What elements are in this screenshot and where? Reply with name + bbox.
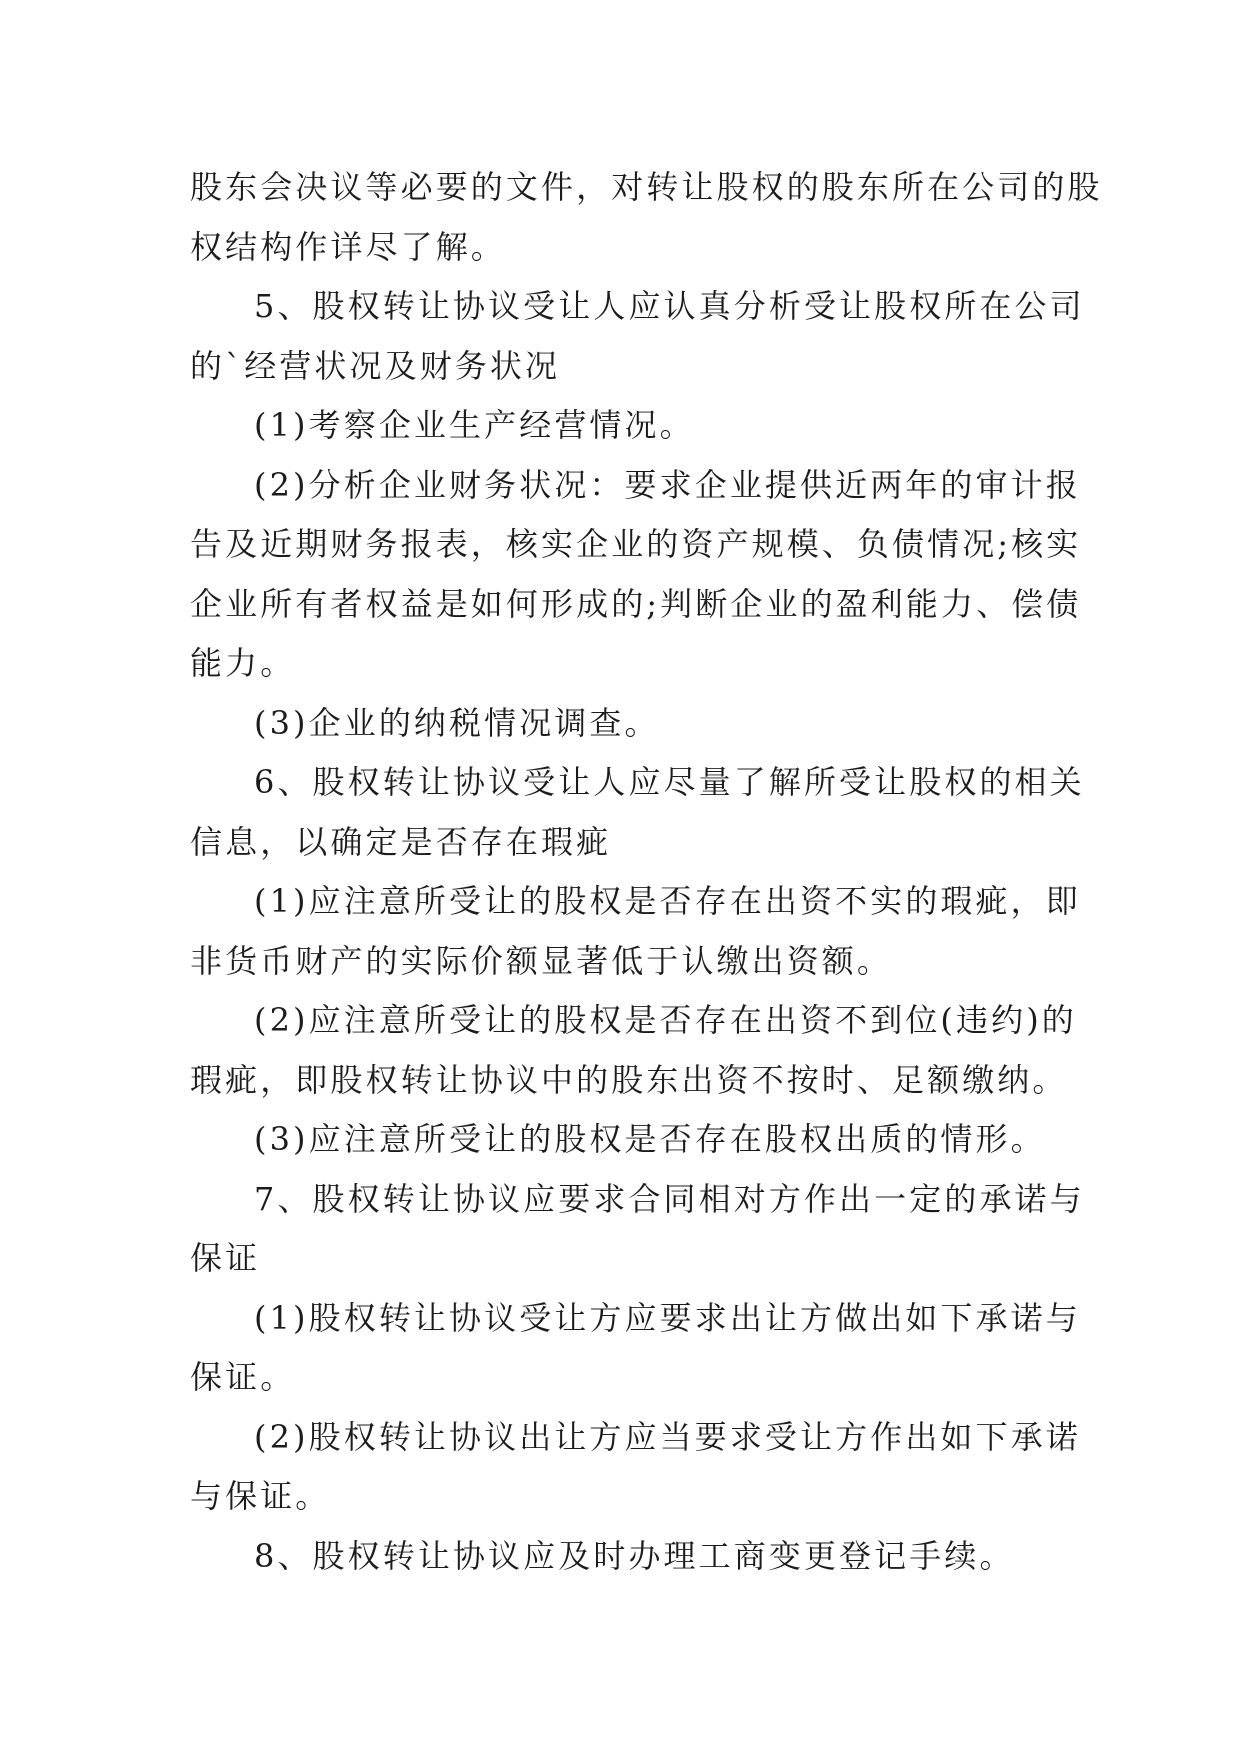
text-line: 7、股权转让协议应要求合同相对方作出一定的承诺与 xyxy=(254,1179,1085,1218)
text-line: (1)考察企业生产经营情况。 xyxy=(254,406,695,444)
text-line: 信息，以确定是否存在瑕疵 xyxy=(190,822,612,861)
text-line: 保证。 xyxy=(190,1358,296,1396)
text-line: 非货币财产的实际价额显著低于认缴出资额。 xyxy=(190,941,893,980)
text-line: (2)应注意所受让的股权是否存在出资不到位(违约)的 xyxy=(254,1001,1077,1039)
text-line: 6、股权转让协议受让人应尽量了解所受让股权的相关 xyxy=(254,763,1085,801)
text-line: (1)应注意所受让的股权是否存在出资不实的瑕疵，即 xyxy=(254,882,1081,920)
text-line: (2)分析企业财务状况：要求企业提供近两年的审计报 xyxy=(254,465,1081,504)
text-line: (3)企业的纳税情况调查。 xyxy=(254,703,660,742)
text-line: 瑕疵，即股权转让协议中的股东出资不按时、足额缴纳。 xyxy=(190,1060,1068,1099)
text-line: 的`经营状况及财务状况 xyxy=(190,346,561,385)
text-line: 能力。 xyxy=(190,644,296,682)
text-line: (2)股权转让协议出让方应当要求受让方作出如下承诺 xyxy=(254,1417,1081,1456)
document-body xyxy=(190,158,1103,1586)
text-line: 企业所有者权益是如何形成的;判断企业的盈利能力、偿债 xyxy=(190,584,1082,623)
text-line: 5、股权转让协议受让人应认真分析受让股权所在公司 xyxy=(254,287,1085,325)
text-line: 与保证。 xyxy=(190,1477,331,1515)
text-line: 告及近期财务报表，核实企业的资产规模、负债情况;核实 xyxy=(190,525,1082,563)
text-line: 8、股权转让协议应及时办理工商变更登记手续。 xyxy=(254,1536,1015,1575)
text-line: 保证 xyxy=(190,1239,261,1277)
text-line: 权结构作详尽了解。 xyxy=(190,227,506,266)
text-line: (3)应注意所受让的股权是否存在股权出质的情形。 xyxy=(254,1120,1046,1158)
text-line: 股东会决议等必要的文件，对转让股权的股东所在公司的股 xyxy=(190,168,1103,206)
text-line: (1)股权转让协议受让方应要求出让方做出如下承诺与 xyxy=(254,1298,1081,1337)
